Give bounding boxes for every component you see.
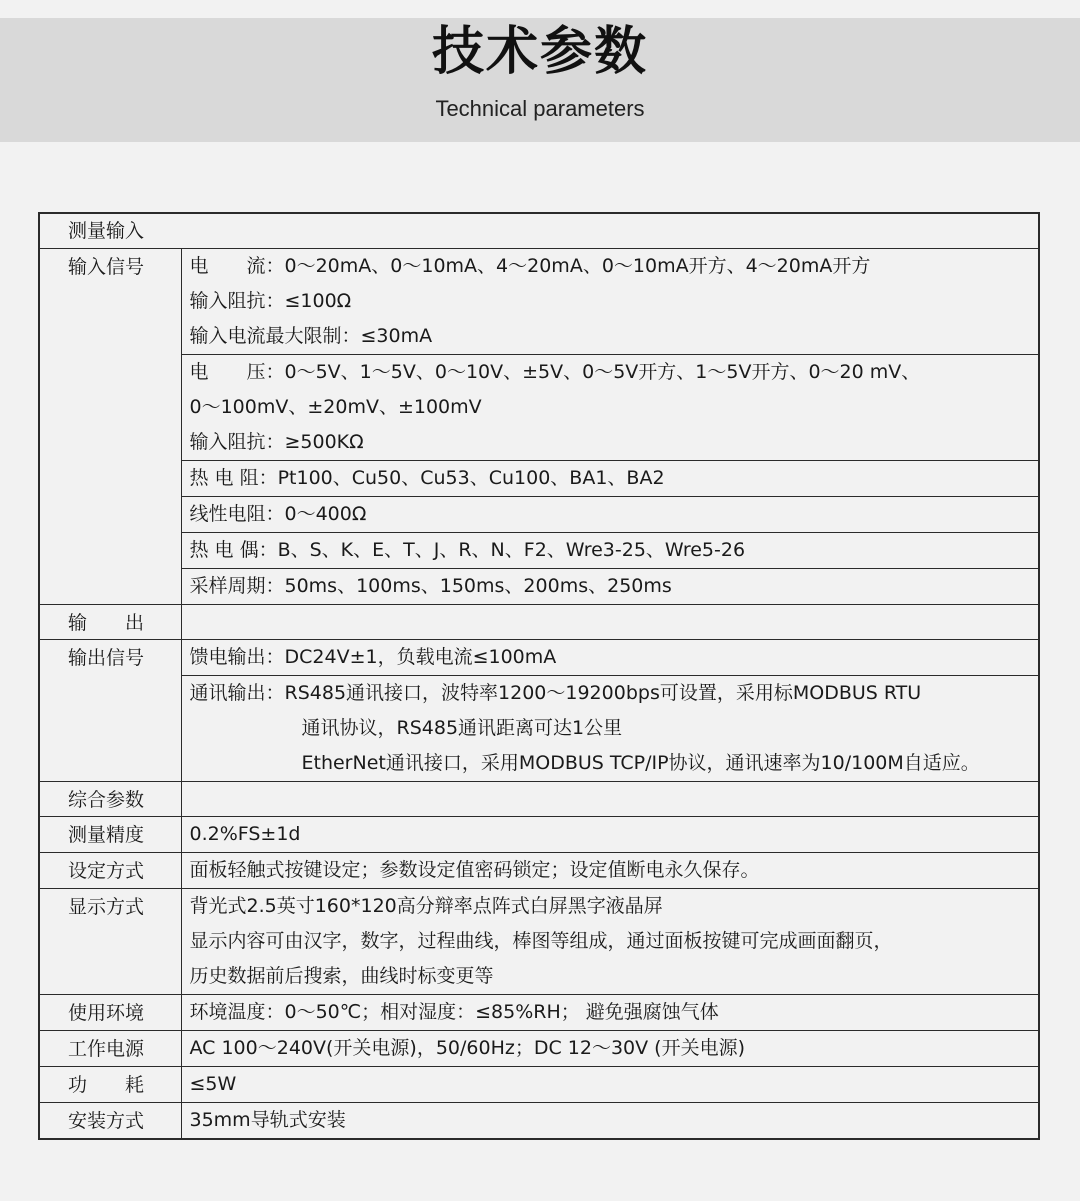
table-row: [39, 1030, 1039, 1066]
table-row: [39, 460, 1039, 496]
row-label: 工作电源: [39, 1030, 181, 1066]
row-label: 使用环境: [39, 994, 181, 1030]
value-line: 通讯协议，RS485通讯距离可达1公里: [301, 716, 623, 739]
value-line: 电 流：0～20mA、0～10mA、4～20mA、0～10mA开方、4～20mA开方: [189, 254, 871, 277]
table-row: [39, 816, 1039, 852]
row-value: [181, 1102, 1039, 1139]
row-value: [181, 639, 1039, 675]
value-line: 历史数据前后搜索，曲线时标变更等: [189, 964, 494, 987]
table-row: [39, 1102, 1039, 1139]
value-line: 面板轻触式按键设定；参数设定值密码锁定；设定值断电永久保存。: [189, 858, 760, 881]
value-line: 线性电阻：0～400Ω: [189, 502, 367, 525]
table-row: [39, 852, 1039, 888]
value-line: 0.2%FS±1d: [189, 822, 301, 845]
table-row: [39, 532, 1039, 568]
value-line: 背光式2.5英寸160*120高分辩率点阵式白屏黑字液晶屏: [189, 894, 663, 917]
value-line: 0～100mV、±20mV、±100mV: [189, 395, 482, 418]
row-label: 输出信号: [39, 639, 181, 781]
row-value: [181, 852, 1039, 888]
row-value: [181, 888, 1039, 994]
row-label: 功 耗: [39, 1066, 181, 1102]
row-label: 输入信号: [39, 248, 181, 604]
section-label: 输 出: [39, 604, 181, 639]
row-value: [181, 816, 1039, 852]
value-line: 采样周期：50ms、100ms、150ms、200ms、250ms: [189, 574, 672, 597]
table-row: [39, 888, 1039, 994]
page-title: 技术参数: [431, 22, 648, 82]
value-line: 输入阻抗：≤100Ω: [189, 289, 352, 312]
value-line: 热 电 偶：B、S、K、E、T、J、R、N、F2、Wre3-25、Wre5-26: [189, 538, 746, 561]
page-subtitle: Technical parameters: [435, 96, 645, 121]
row-value: [181, 781, 1039, 816]
row-value: [181, 248, 1039, 354]
row-value: [181, 604, 1039, 639]
section-row-output: [39, 604, 1039, 639]
value-line: 35mm导轨式安装: [189, 1108, 346, 1131]
row-value: [181, 1030, 1039, 1066]
value-line: 显示内容可由汉字，数字，过程曲线，棒图等组成，通过面板按键可完成画面翻页，: [189, 929, 893, 952]
table-row: [39, 354, 1039, 460]
table-row: [39, 496, 1039, 532]
row-value: [181, 532, 1039, 568]
table-row: [39, 639, 1039, 675]
row-label: 显示方式: [39, 888, 181, 994]
row-value: [181, 568, 1039, 604]
value-line: 输入电流最大限制：≤30mA: [189, 324, 433, 347]
value-line: 通讯输出：RS485通讯接口，波特率1200～19200bps可设置，采用标MODBUS RTU: [189, 681, 922, 704]
section-label: 测量输入: [39, 213, 1039, 248]
row-value: [181, 354, 1039, 460]
row-value: [181, 496, 1039, 532]
row-label: 测量精度: [39, 816, 181, 852]
table-row: [39, 1066, 1039, 1102]
row-value: [181, 1066, 1039, 1102]
row-label: 安装方式: [39, 1102, 181, 1139]
value-line: ≤5W: [189, 1072, 237, 1095]
row-value: [181, 994, 1039, 1030]
value-line: 热 电 阻：Pt100、Cu50、Cu53、Cu100、BA1、BA2: [189, 466, 665, 489]
section-label: 综合参数: [39, 781, 181, 816]
table-row: [39, 248, 1039, 354]
value-line: 环境温度：0～50℃；相对湿度：≤85%RH； 避免强腐蚀气体: [189, 1000, 719, 1023]
value-line: 输入阻抗：≥500KΩ: [189, 430, 364, 453]
section-row-general: [39, 781, 1039, 816]
row-label: 设定方式: [39, 852, 181, 888]
value-line: 电 压：0～5V、1～5V、0～10V、±5V、0～5V开方、1～5V开方、0～20 mV、: [189, 360, 921, 383]
value-line: EtherNet通讯接口，采用MODBUS TCP/IP协议，通讯速率为10/100M自适应。: [301, 751, 980, 774]
value-line: AC 100～240V(开关电源)，50/60Hz；DC 12～30V (开关电源): [189, 1036, 745, 1059]
spec-table: [38, 212, 1040, 1140]
section-row-measurement-input: [39, 213, 1039, 248]
table-row: [39, 994, 1039, 1030]
row-value: [181, 460, 1039, 496]
table-row: [39, 568, 1039, 604]
row-value: [181, 675, 1039, 781]
table-row: [39, 675, 1039, 781]
value-line: 馈电输出：DC24V±1，负载电流≤100mA: [189, 645, 557, 668]
